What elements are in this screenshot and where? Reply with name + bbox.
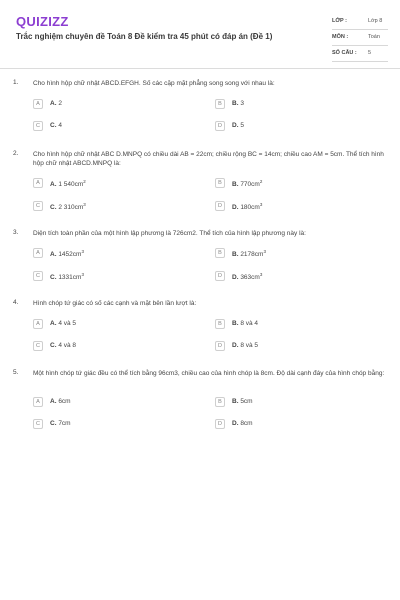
option-d[interactable]	[215, 341, 385, 353]
option-c[interactable]	[33, 341, 203, 353]
option-d[interactable]	[215, 271, 385, 283]
option-text: 7cm	[58, 420, 71, 427]
option-label: D.	[232, 204, 239, 211]
option-letter-box: B	[215, 248, 225, 258]
option-label: D.	[232, 420, 239, 427]
option-letter-box: B	[215, 99, 225, 109]
option-text: 2178cm	[240, 251, 264, 258]
option-b[interactable]	[215, 99, 385, 111]
question-text: Cho hình hộp chữ nhật ABCD.EFGH. Số các cặp mặt phẳng song song với nhau là:	[33, 80, 275, 87]
option-a[interactable]	[33, 99, 203, 111]
option-sup: 3	[83, 202, 86, 207]
option-text: 2 310cm	[58, 204, 84, 211]
option-d[interactable]	[215, 121, 385, 133]
option-text: 4	[58, 122, 62, 129]
option-d[interactable]	[215, 419, 385, 431]
option-label: C.	[50, 420, 57, 427]
option-label: D.	[232, 274, 239, 281]
option-label: A.	[50, 251, 57, 258]
option-text: 770cm	[240, 181, 260, 188]
option-label: A.	[50, 398, 57, 405]
question-number: 4.	[13, 299, 19, 306]
meta-value: Lớp 8	[368, 18, 383, 24]
option-letter-box: A	[33, 319, 43, 329]
option-letter-box: B	[215, 319, 225, 329]
meta-table	[332, 14, 388, 62]
option-letter-box: D	[215, 419, 225, 429]
option-label: D.	[232, 122, 239, 129]
option-text: 1331cm	[58, 274, 82, 281]
option-sup: 3	[259, 202, 263, 207]
option-text: 8cm	[240, 420, 253, 427]
option-a[interactable]	[33, 319, 203, 331]
option-label: B.	[232, 100, 239, 107]
option-letter-box: D	[215, 341, 225, 351]
header	[0, 0, 400, 62]
option-letter-box: A	[33, 397, 43, 407]
option-a[interactable]	[33, 178, 203, 190]
option-label: A.	[50, 181, 57, 188]
option-b[interactable]	[215, 248, 385, 260]
question-text: Cho hình hộp chữ nhật ABC D.MNPQ có chiều dài AB = 22cm; chiều rộng BC = 14cm; chiều cao AM = 5cm. Thể tích hình hộp chữ nhật ABCD.MNPQ là:	[33, 151, 384, 167]
option-label: C.	[50, 342, 57, 349]
option-text: 6cm	[58, 398, 71, 405]
option-letter-box: C	[33, 271, 43, 281]
meta-key: LỚP :	[332, 18, 347, 24]
option-text: 4 và 8	[58, 342, 77, 349]
option-label: C.	[50, 204, 57, 211]
question-number: 3.	[13, 229, 19, 236]
option-a[interactable]	[33, 397, 203, 409]
meta-value: Toán	[368, 34, 380, 40]
option-text: 1452cm	[58, 251, 82, 258]
meta-row-subject	[332, 30, 388, 46]
option-sup: 2	[259, 179, 263, 184]
option-sup: 3	[81, 249, 84, 254]
option-text: 1 540cm	[58, 181, 84, 188]
option-text: 5	[240, 122, 244, 129]
option-letter-box: D	[215, 271, 225, 281]
meta-key: SỐ CÂU :	[332, 50, 357, 56]
option-c[interactable]	[33, 419, 203, 431]
option-label: A.	[50, 320, 57, 327]
option-label: B.	[232, 251, 239, 258]
option-letter-box: A	[33, 99, 43, 109]
option-text: 8 và 4	[240, 320, 259, 327]
option-b[interactable]	[215, 397, 385, 409]
meta-key: MÔN :	[332, 34, 349, 40]
quizizz-logo: QUIZIZZ	[16, 14, 69, 29]
option-c[interactable]	[33, 121, 203, 133]
meta-row-count	[332, 46, 388, 62]
option-letter-box: C	[33, 201, 43, 211]
question-text: Hình chóp tứ giác có số các cạnh và mặt bên lần lượt là:	[33, 300, 197, 307]
option-sup: 3	[263, 249, 266, 254]
header-divider	[0, 68, 400, 69]
option-sup: 3	[81, 272, 84, 277]
question-number: 5.	[13, 369, 19, 376]
option-label: D.	[232, 342, 239, 349]
page-title: Trắc nghiệm chuyên đề Toán 8 Đề kiểm tra 45 phút có đáp án (Đề 1)	[16, 32, 273, 41]
option-sup: 2	[83, 179, 86, 184]
option-letter-box: C	[33, 121, 43, 131]
option-b[interactable]	[215, 319, 385, 331]
option-letter-box: A	[33, 248, 43, 258]
option-text: 8 và 5	[240, 342, 259, 349]
option-label: B.	[232, 398, 239, 405]
option-letter-box: B	[215, 178, 225, 188]
option-letter-box: D	[215, 201, 225, 211]
option-text: 363cm	[240, 274, 260, 281]
option-label: B.	[232, 320, 239, 327]
option-letter-box: B	[215, 397, 225, 407]
option-text: 5cm	[240, 398, 253, 405]
option-b[interactable]	[215, 178, 385, 190]
option-text: 4 và 5	[58, 320, 77, 327]
option-letter-box: C	[33, 419, 43, 429]
meta-row-class	[332, 14, 388, 30]
question-number: 1.	[13, 79, 19, 86]
option-text: 180cm	[240, 204, 260, 211]
option-a[interactable]	[33, 248, 203, 260]
option-label: A.	[50, 100, 57, 107]
option-c[interactable]	[33, 201, 203, 213]
option-sup: 3	[259, 272, 263, 277]
option-letter-box: A	[33, 178, 43, 188]
question-number: 2.	[13, 150, 19, 157]
option-label: C.	[50, 122, 57, 129]
option-label: C.	[50, 274, 57, 281]
option-text: 3	[240, 100, 244, 107]
option-c[interactable]	[33, 271, 203, 283]
option-d[interactable]	[215, 201, 385, 213]
meta-value: 5	[368, 50, 372, 56]
option-letter-box: C	[33, 341, 43, 351]
question-text: Một hình chóp tứ giác đều có thể tích bằng 96cm3, chiều cao của hình chóp là 8cm. Độ dài cạnh đáy của hình chóp bằng:	[33, 370, 385, 377]
option-letter-box: D	[215, 121, 225, 131]
question-text: Diện tích toàn phần của một hình lập phương là 726cm2. Thể tích của hình lập phương này là:	[33, 230, 306, 237]
option-text: 2	[58, 100, 62, 107]
option-label: B.	[232, 181, 239, 188]
